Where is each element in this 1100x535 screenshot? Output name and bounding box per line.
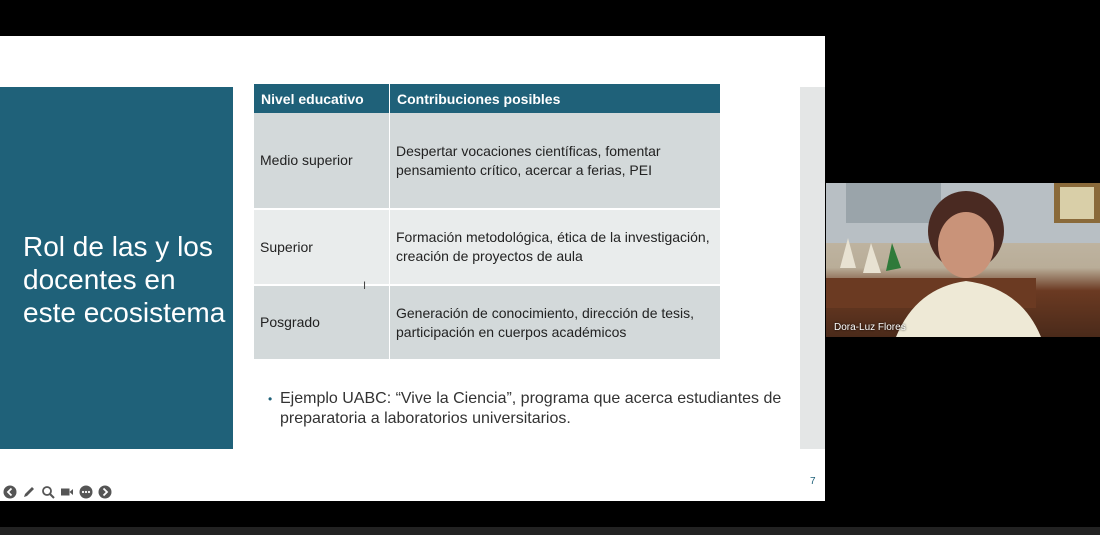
contributions-table <box>254 84 720 359</box>
bottom-bar <box>0 527 1100 535</box>
presentation-toolbar <box>2 484 112 500</box>
table-row <box>254 285 720 359</box>
text-cursor-icon: I <box>363 280 367 292</box>
participant-video[interactable] <box>826 183 1100 337</box>
table-header-row <box>254 84 720 113</box>
table-cell: Generación de conocimiento, dirección de tesis, participación en cuerpos académicos <box>390 285 721 359</box>
table-cell: Posgrado <box>254 285 390 359</box>
bullet-icon: • <box>268 392 273 406</box>
participant-name: Dora-Luz Flores <box>834 322 906 333</box>
forward-arrow-icon[interactable] <box>97 484 112 499</box>
bullet-item <box>268 389 788 429</box>
video-feed-image <box>826 183 1100 337</box>
page-number: 7 <box>810 476 816 487</box>
table-row <box>254 209 720 285</box>
table-cell: Formación metodológica, ética de la investigación, creación de proyectos de aula <box>390 209 721 285</box>
zoom-icon[interactable] <box>40 484 55 499</box>
title-panel <box>0 87 233 449</box>
slide-title: Rol de las y los docentes en este ecosistema <box>23 231 226 328</box>
more-icon[interactable] <box>78 484 93 499</box>
table-header: Contribuciones posibles <box>390 84 721 113</box>
slide-side-strip <box>800 87 825 449</box>
table-row <box>254 113 720 209</box>
camera-icon[interactable] <box>59 484 74 499</box>
pen-icon[interactable] <box>21 484 36 499</box>
table-cell: Medio superior <box>254 113 390 209</box>
table-cell: Superior <box>254 209 390 285</box>
table-cell: Despertar vocaciones científicas, fomentar pensamiento crítico, acercar a ferias, PEI <box>390 113 721 209</box>
table-header: Nivel educativo <box>254 84 390 113</box>
back-arrow-icon[interactable] <box>2 484 17 499</box>
bullet-text: Ejemplo UABC: “Vive la Ciencia”, programa que acerca estudiantes de preparatoria a laboratorios universitarios. <box>280 390 782 427</box>
presentation-slide <box>0 36 825 501</box>
